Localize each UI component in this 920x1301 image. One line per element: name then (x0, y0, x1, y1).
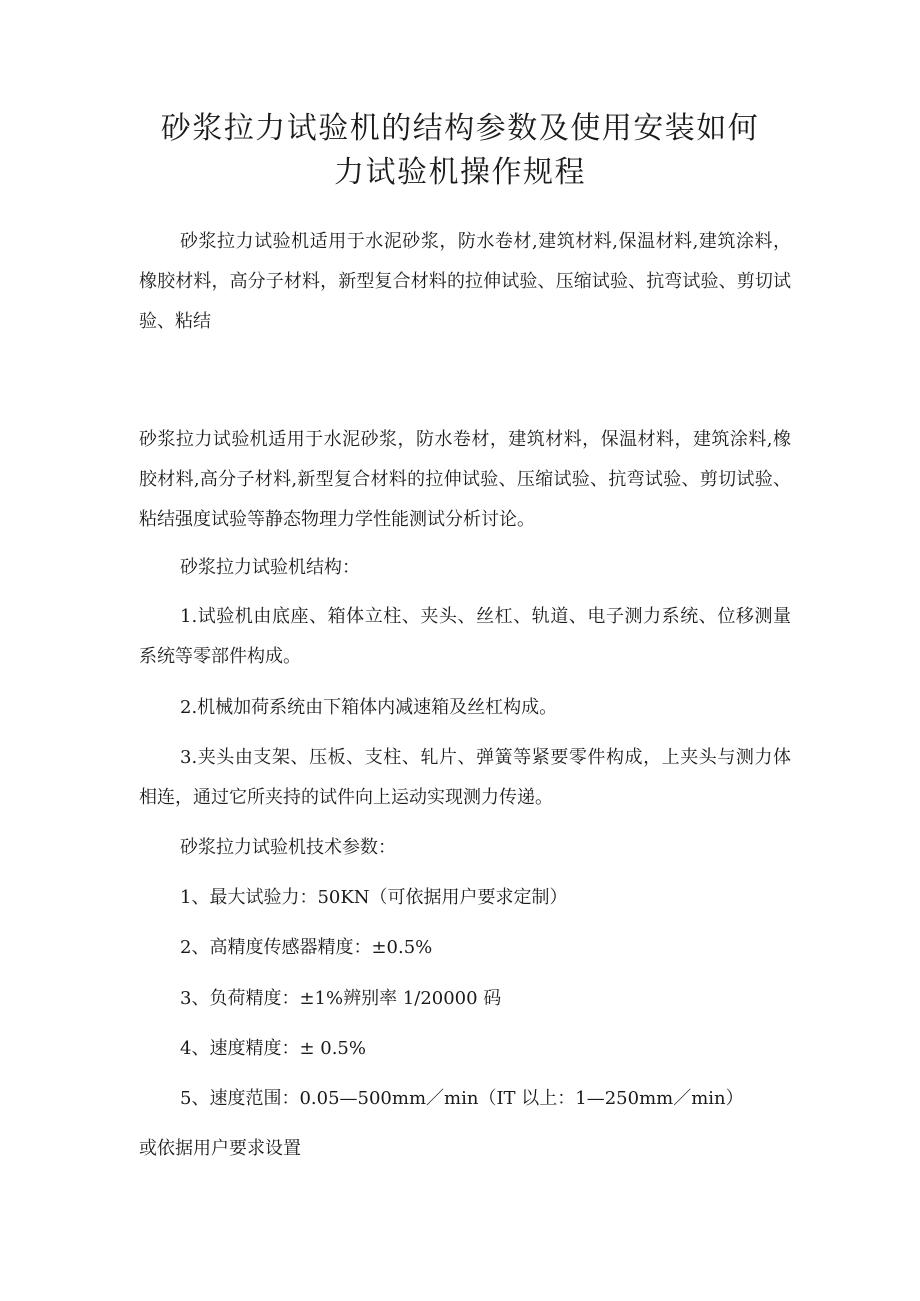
summary-paragraph: 砂浆拉力试验机适用于水泥砂浆，防水卷材,建筑材料,保温材料,建筑涂料，橡胶材料，高分子材料，新型复合材料的拉伸试验、压缩试验、抗弯试验、剪切试验、粘结 (139, 231, 791, 332)
page-title-line2: 力试验机操作规程 (334, 155, 586, 190)
params-item: 4、速度精度：± 0.5% (180, 1038, 366, 1059)
page-title-line1: 砂浆拉力试验机的结构参数及使用安装如何 (160, 111, 760, 146)
structure-heading: 砂浆拉力试验机结构： (180, 557, 360, 578)
params-item: 3、负荷精度：±1%辨别率 1/20000 码 (180, 988, 502, 1009)
params-heading: 砂浆拉力试验机技术参数： (180, 837, 396, 858)
intro-paragraph: 砂浆拉力试验机适用于水泥砂浆，防水卷材，建筑材料，保温材料，建筑涂料,橡胶材料,高分子材料,新型复合材料的拉伸试验、压缩试验、抗弯试验、剪切试验、粘结强度试验等静态物理力学性能测试分析讨论。 (139, 429, 791, 530)
params-item: 2、高精度传感器精度：±0.5% (180, 937, 433, 958)
params-item: 5、速度范围：0.05—500mm／min（IT 以上：1—250mm／min） (180, 1088, 744, 1109)
structure-item: 3.夹头由支架、压板、支柱、轧片、弹簧等紧要零件构成，上夹头与测力体相连，通过它所夹持的试件向上运动实现测力传递。 (139, 747, 791, 808)
structure-item: 2.机械加荷系统由下箱体内减速箱及丝杠构成。 (180, 697, 558, 718)
structure-item: 1.试验机由底座、箱体立柱、夹头、丝杠、轨道、电子测力系统、位移测量系统等零部件构成。 (139, 606, 791, 667)
params-item: 1、最大试验力：50KN（可依据用户要求定制） (180, 887, 568, 908)
params-tail: 或依据用户要求设置 (139, 1138, 301, 1159)
